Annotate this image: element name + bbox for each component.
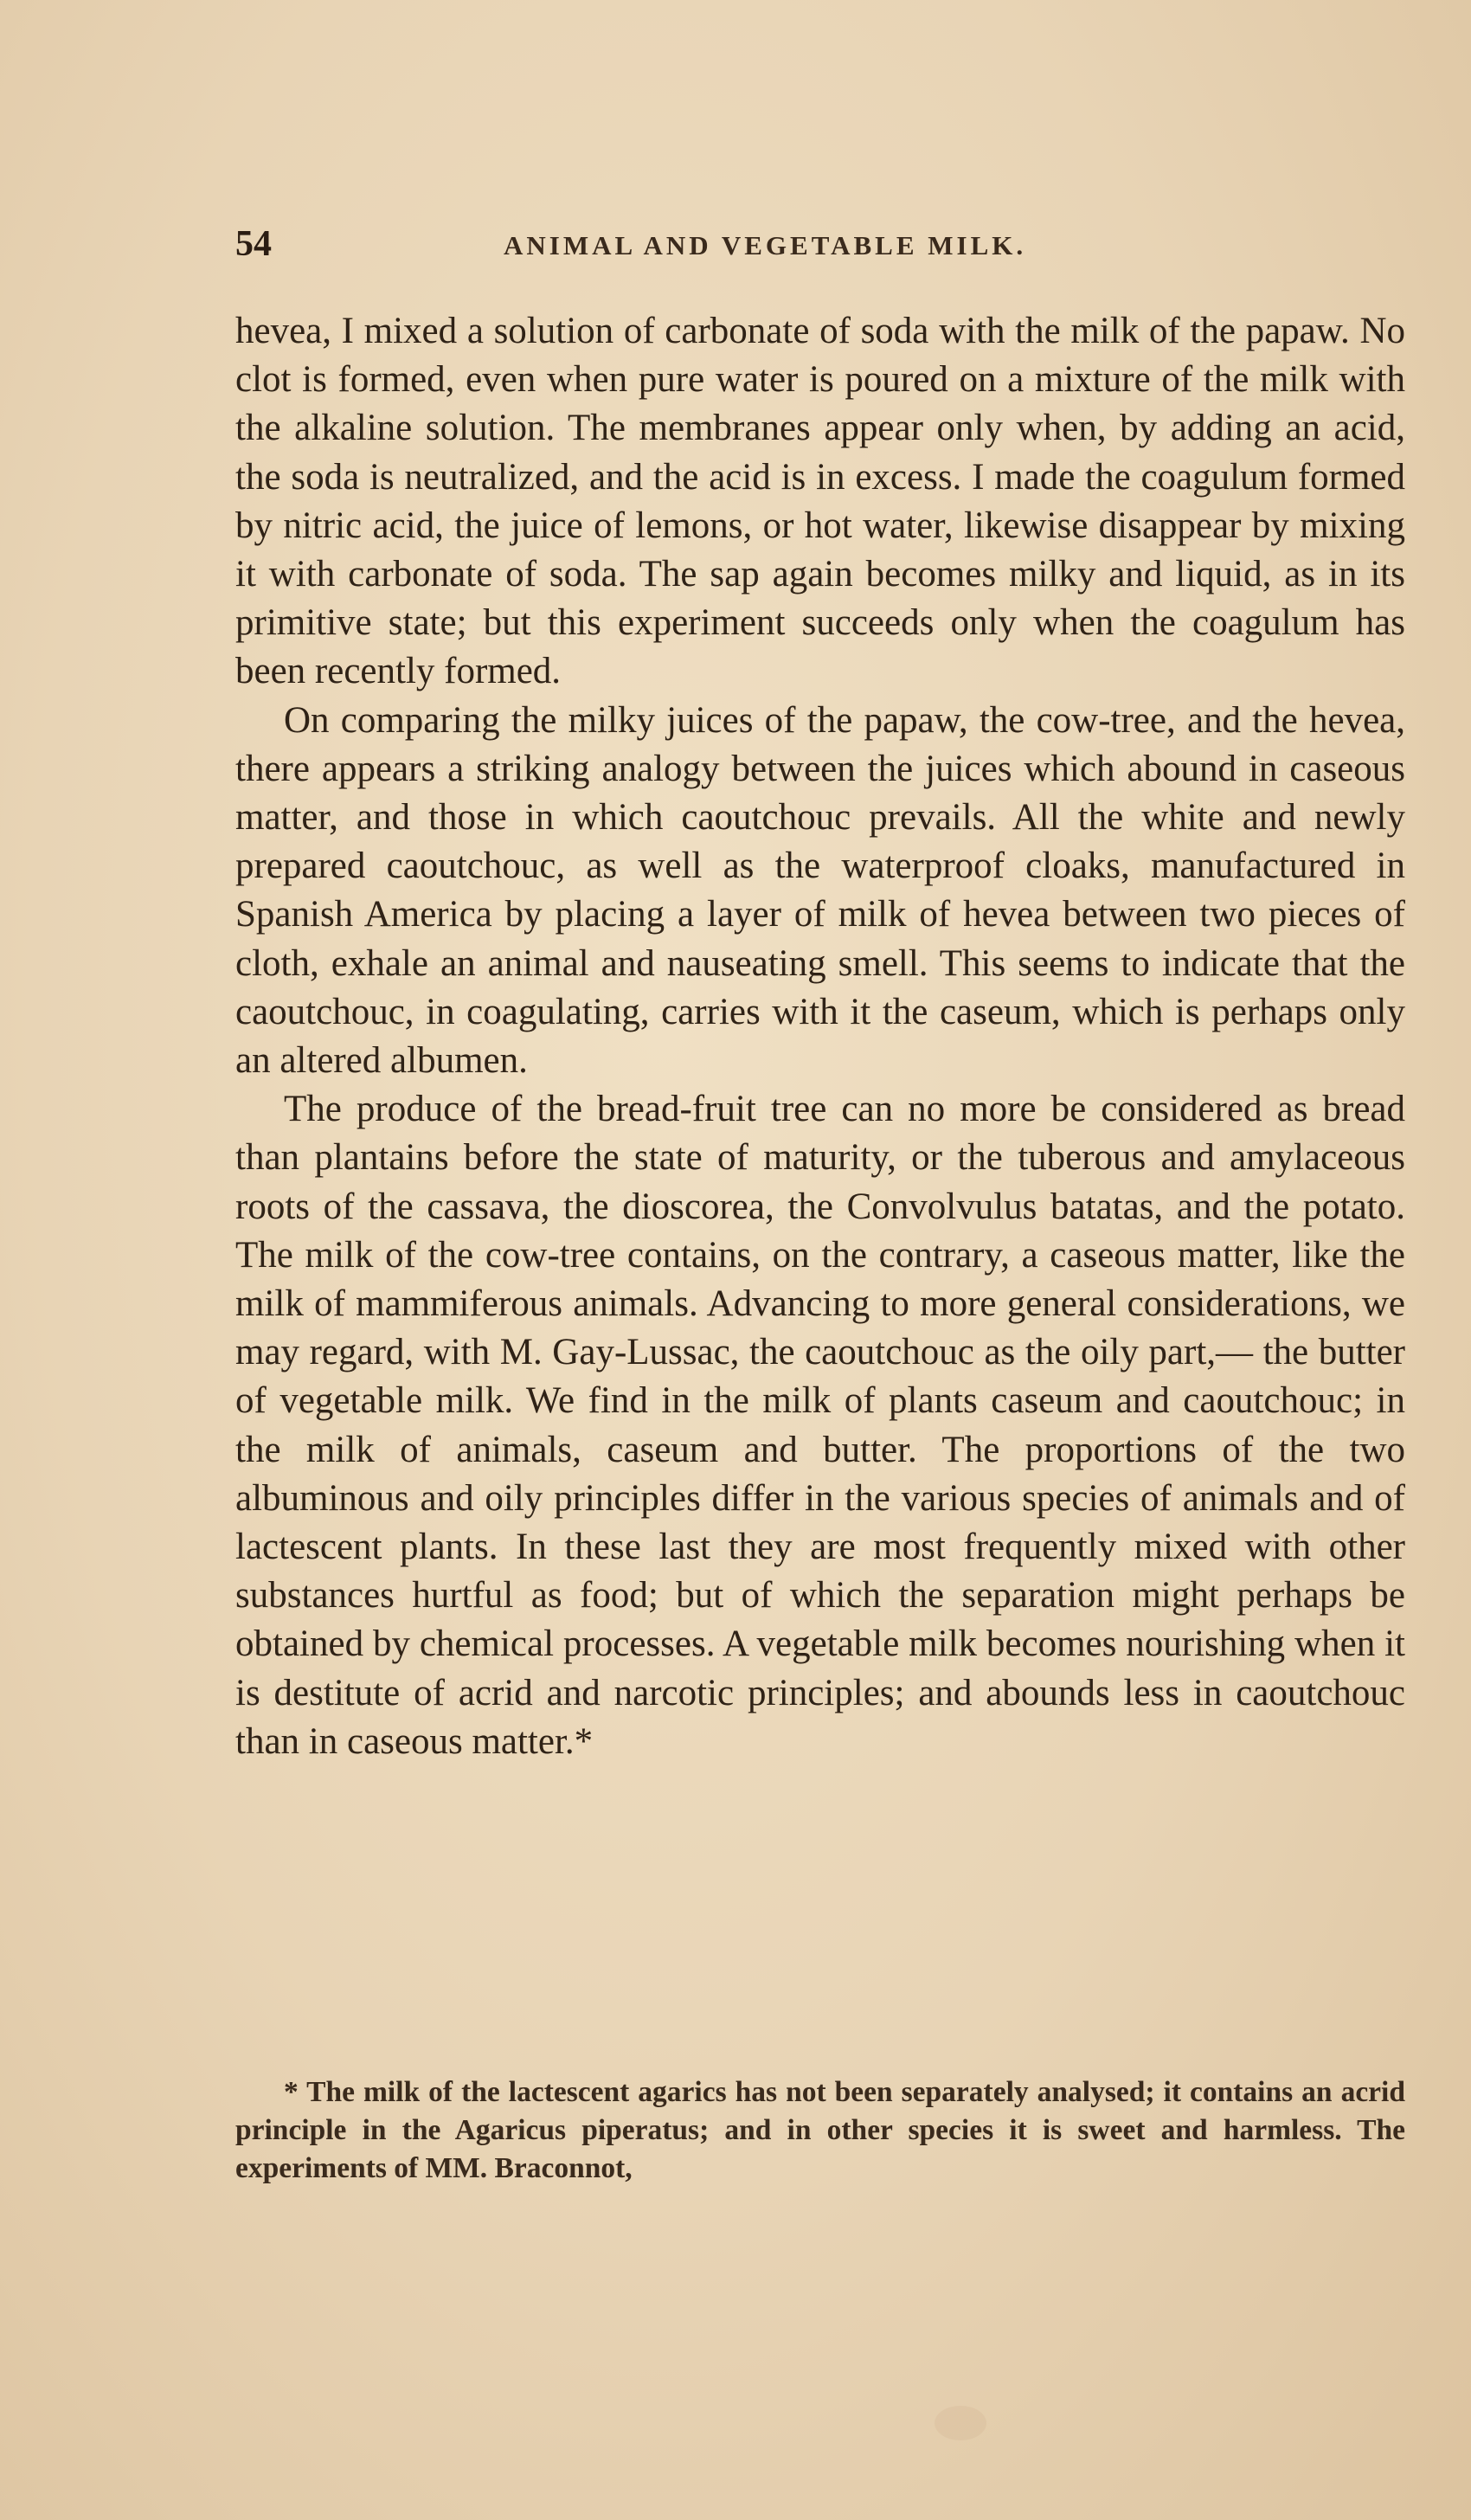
running-title: ANIMAL AND VEGETABLE MILK. xyxy=(504,230,1027,260)
page-header xyxy=(235,223,1405,275)
paragraph-3: The produce of the bread-fruit tree can no more be considered as bread than plantains before the state of maturity, or the tuberous and amylaceous roots of the cassava, the dioscorea, the Convolvulus batatas, and the potato. The milk of the cow-tree contains, on the contrary, a caseous matter, like the milk of mammiferous animals. Advancing to more general considerations, we may regard, with M. Gay-Lussac, the caoutchouc as the oily part,— the butter of vegetable milk. We find in the milk of plants caseum and caoutchouc; in the milk of animals, caseum and butter. The proportions of the two albuminous and oily principles differ in the various species of animals and of lactescent plants. In these last they are most frequently mixed with other substances hurtful as food; but of which the separation might perhaps be obtained by chemical processes. A vegetable milk becomes nourishing when it is destitute of acrid and narcotic principles; and abounds less in caoutchouc than in caseous matter.* xyxy=(235,1089,1405,1762)
footnote: * The milk of the lactescent agarics has not been separately analysed; it contains an acrid principle in the Agaricus piperatus; and in other species it is sweet and harmless. The experiments of MM. Braconnot, xyxy=(235,2076,1405,2184)
paragraph-2: On comparing the milky juices of the papaw, the cow-tree, and the hevea, there appears a striking analogy between the juices which abound in caseous matter, and those in which caoutchouc prevails. All the white and newly prepared caoutchouc, as well as the waterproof cloaks, manufactured in Spanish America by placing a layer of milk of hevea between two pieces of cloth, exhale an animal and nauseating smell. This seems to indicate that the caoutchouc, in coagulating, carries with it the caseum, which is perhaps only an altered albumen. xyxy=(235,699,1405,1082)
page-number: 54 xyxy=(235,224,272,264)
paragraph-1: hevea, I mixed a solution of carbonate of soda with the milk of the papaw. No clot is formed, even when pure water is poured on a mixture of the milk with the alkaline solution. The membranes appear only when, by adding an acid, the soda is neutralized, and the acid is in excess. I made the coagulum formed by nitric acid, the juice of lemons, or hot water, likewise disappear by mixing it with carbonate of soda. The sap again becomes milky and liquid, as in its primitive state; but this experiment succeeds only when the coagulum has been recently formed. xyxy=(235,311,1405,692)
paper-stain xyxy=(935,2406,986,2440)
body-text xyxy=(235,307,1405,1766)
